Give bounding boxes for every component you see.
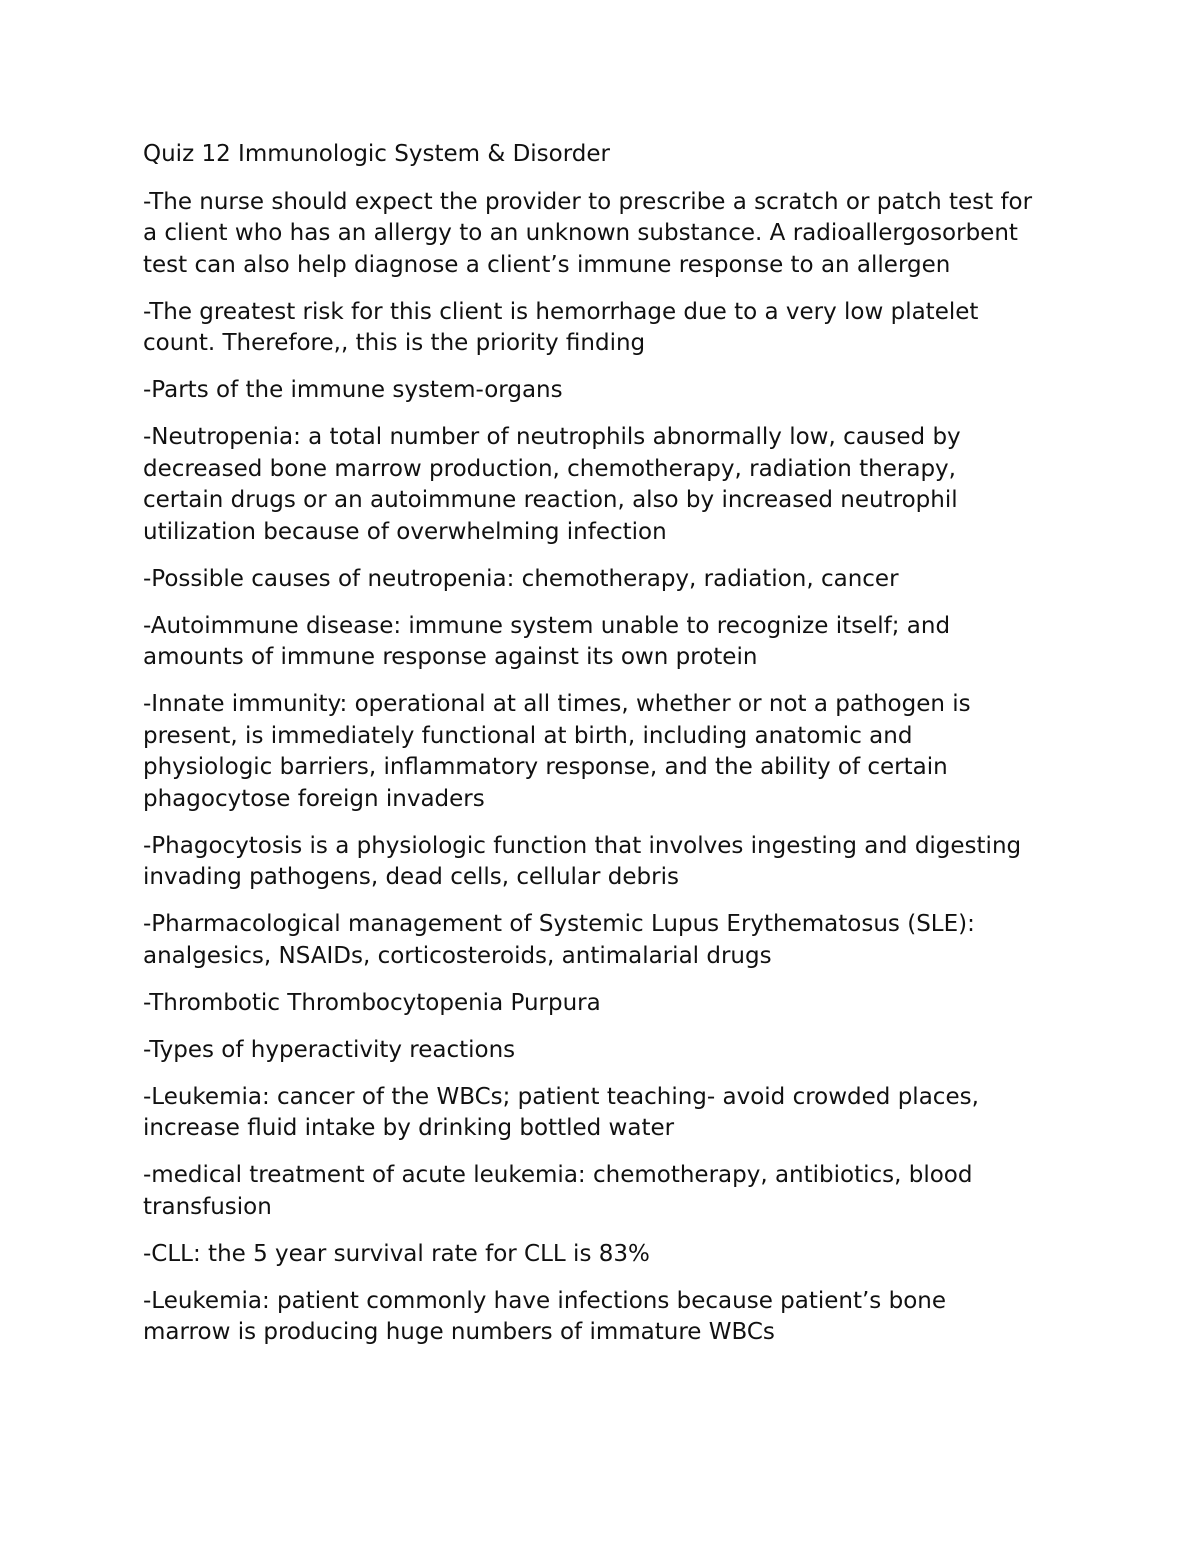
- note-paragraph: [143, 1286, 1063, 1349]
- note-paragraph: [143, 611, 1063, 674]
- note-line: transfusion: [143, 1193, 272, 1220]
- note-line: -Pharmacological management of Systemic Lupus Erythematosus (SLE):: [143, 911, 975, 937]
- note-line: increase fluid intake by drinking bottled water: [143, 1115, 675, 1141]
- note-paragraph: [143, 1239, 1063, 1271]
- note-paragraph: [143, 689, 1063, 815]
- note-line: utilization because of overwhelming infection: [143, 518, 667, 545]
- document-title: Quiz 12 Immunologic System & Disorder: [143, 141, 610, 167]
- note-paragraph: [143, 1160, 1063, 1223]
- note-line: physiologic barriers, inflammatory response, and the ability of certain: [143, 754, 948, 780]
- note-line: -Neutropenia: a total number of neutrophils abnormally low, caused by: [143, 424, 961, 450]
- note-line: certain drugs or an autoimmune reaction, also by increased neutrophil: [143, 487, 958, 513]
- note-paragraph: [143, 988, 1063, 1020]
- note-line: phagocytose foreign invaders: [143, 785, 485, 812]
- document-body: [143, 187, 1063, 1349]
- note-paragraph: [143, 422, 1063, 548]
- note-line: -Innate immunity: operational at all times, whether or not a pathogen is: [143, 691, 971, 717]
- note-line: -Parts of the immune system-organs: [143, 377, 563, 403]
- note-line: a client who has an allergy to an unknown substance. A radioallergosorbent: [143, 220, 1018, 246]
- note-line: present, is immediately functional at birth, including anatomic and: [143, 722, 913, 749]
- note-paragraph: [143, 1082, 1063, 1145]
- note-line: -Autoimmune disease: immune system unable to recognize itself; and: [143, 612, 951, 639]
- note-paragraph: [143, 831, 1063, 894]
- note-paragraph: [143, 564, 1063, 596]
- note-paragraph: [143, 297, 1063, 360]
- note-line: -The nurse should expect the provider to prescribe a scratch or patch test for: [143, 188, 1033, 215]
- note-line: -Phagocytosis is a physiologic function that involves ingesting and digesting: [143, 832, 1022, 859]
- note-line: marrow is producing huge numbers of immature WBCs: [143, 1319, 775, 1345]
- note-line: -Leukemia: patient commonly have infections because patient’s bone: [143, 1287, 947, 1314]
- note-line: -The greatest risk for this client is hemorrhage due to a very low platelet: [143, 298, 979, 325]
- note-line: -medical treatment of acute leukemia: chemotherapy, antibiotics, blood: [143, 1162, 973, 1188]
- document-page: [143, 139, 1063, 1364]
- note-paragraph: [143, 909, 1063, 972]
- note-line: -Types of hyperactivity reactions: [143, 1036, 516, 1063]
- note-paragraph: [143, 1035, 1063, 1067]
- note-line: test can also help diagnose a client’s immune response to an allergen: [143, 251, 951, 278]
- note-line: invading pathogens, dead cells, cellular debris: [143, 864, 679, 890]
- note-line: -Possible causes of neutropenia: chemotherapy, radiation, cancer: [143, 565, 899, 592]
- note-line: count. Therefore,, this is the priority finding: [143, 330, 646, 356]
- note-line: decreased bone marrow production, chemotherapy, radiation therapy,: [143, 455, 956, 482]
- note-line: amounts of immune response against its own protein: [143, 644, 758, 670]
- note-line: -Thrombotic Thrombocytopenia Purpura: [143, 989, 601, 1016]
- note-line: analgesics, NSAIDs, corticosteroids, antimalarial drugs: [143, 942, 772, 969]
- note-line: -Leukemia: cancer of the WBCs; patient teaching- avoid crowded places,: [143, 1083, 979, 1110]
- note-line: -CLL: the 5 year survival rate for CLL is 83%: [143, 1240, 650, 1267]
- note-paragraph: [143, 375, 1063, 407]
- note-paragraph: [143, 187, 1063, 282]
